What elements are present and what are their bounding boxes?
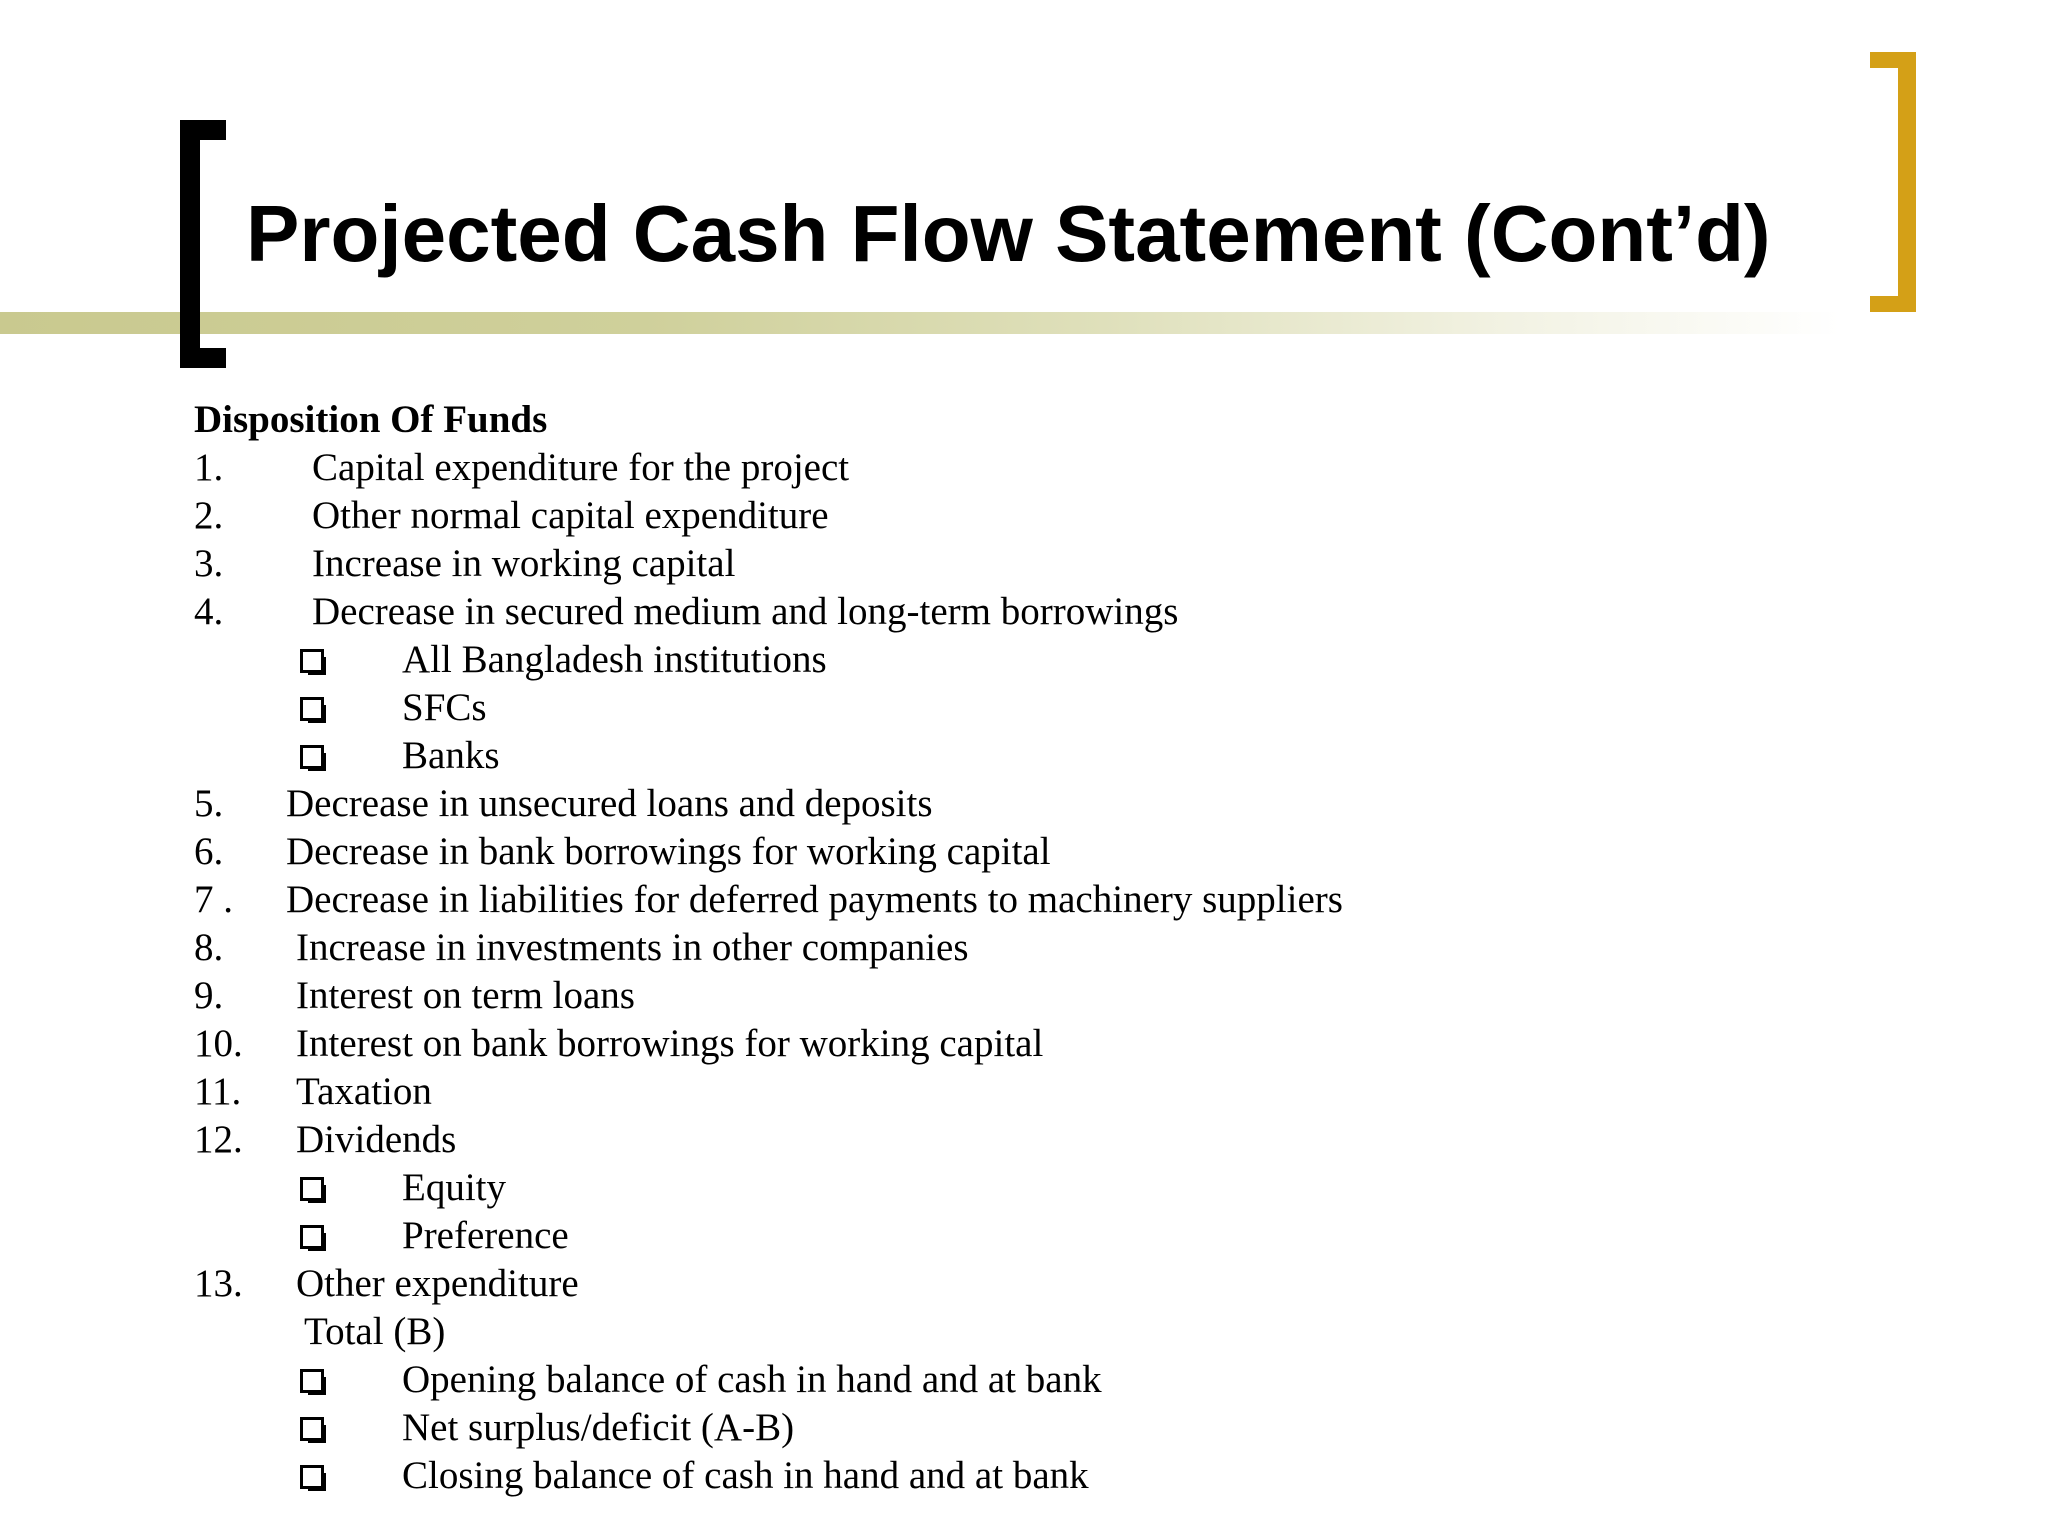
checkbox-square-icon (300, 1177, 324, 1201)
checkbox-square-icon (300, 745, 324, 769)
list-item-number: 1. (194, 446, 224, 489)
checkbox-square-icon (300, 1369, 324, 1393)
left-bracket-decoration (180, 120, 226, 368)
checkbox-square-icon (300, 649, 324, 673)
section-heading: Disposition Of Funds (194, 398, 548, 441)
sub-list-item-text: Banks (402, 734, 500, 777)
right-bracket-decoration (1870, 52, 1916, 312)
title-underline-band (0, 312, 1840, 334)
list-item-number: 10. (194, 1022, 243, 1065)
list-item-number: 11. (194, 1070, 242, 1113)
list-item-number: 9. (194, 974, 224, 1017)
list-item-text: Decrease in unsecured loans and deposits (286, 782, 933, 825)
sub-list-item-text: Preference (402, 1214, 569, 1257)
sub-list-item-text: Net surplus/deficit (A-B) (402, 1406, 795, 1449)
list-item-text: Capital expenditure for the project (312, 446, 850, 489)
checkbox-square-icon (300, 1225, 324, 1249)
total-label: Total (B) (304, 1310, 446, 1353)
list-item-number: 7 . (194, 878, 233, 921)
list-item-text: Other expenditure (296, 1262, 579, 1305)
list-item-text: Decrease in liabilities for deferred payments to machinery suppliers (286, 878, 1343, 921)
list-item-text: Interest on term loans (296, 974, 635, 1017)
list-item-text: Decrease in secured medium and long-term borrowings (312, 590, 1179, 633)
list-item-number: 3. (194, 542, 224, 585)
list-item-number: 4. (194, 590, 224, 633)
list-item-number: 8. (194, 926, 224, 969)
checkbox-square-icon (300, 697, 324, 721)
list-item-text: Taxation (296, 1070, 432, 1113)
sub-list-item-text: Closing balance of cash in hand and at bank (402, 1454, 1089, 1497)
list-item-text: Increase in working capital (312, 542, 736, 585)
list-item-text: Decrease in bank borrowings for working capital (286, 830, 1051, 873)
checkbox-square-icon (300, 1417, 324, 1441)
checkbox-square-icon (300, 1465, 324, 1489)
list-item-number: 12. (194, 1118, 243, 1161)
list-item-number: 5. (194, 782, 224, 825)
list-item-text: Increase in investments in other companies (296, 926, 969, 969)
sub-list-item-text: Equity (402, 1166, 506, 1209)
list-item-number: 13. (194, 1262, 243, 1305)
list-item-number: 6. (194, 830, 224, 873)
sub-list-item-text: All Bangladesh institutions (402, 638, 827, 681)
slide-title: Projected Cash Flow Statement (Cont’d) (246, 189, 1771, 278)
list-item-text: Interest on bank borrowings for working capital (296, 1022, 1044, 1065)
list-item-text: Other normal capital expenditure (312, 494, 829, 537)
list-item-number: 2. (194, 494, 224, 537)
sub-list-item-text: Opening balance of cash in hand and at bank (402, 1358, 1102, 1401)
list-item-text: Dividends (296, 1118, 457, 1161)
sub-list-item-text: SFCs (402, 686, 487, 729)
